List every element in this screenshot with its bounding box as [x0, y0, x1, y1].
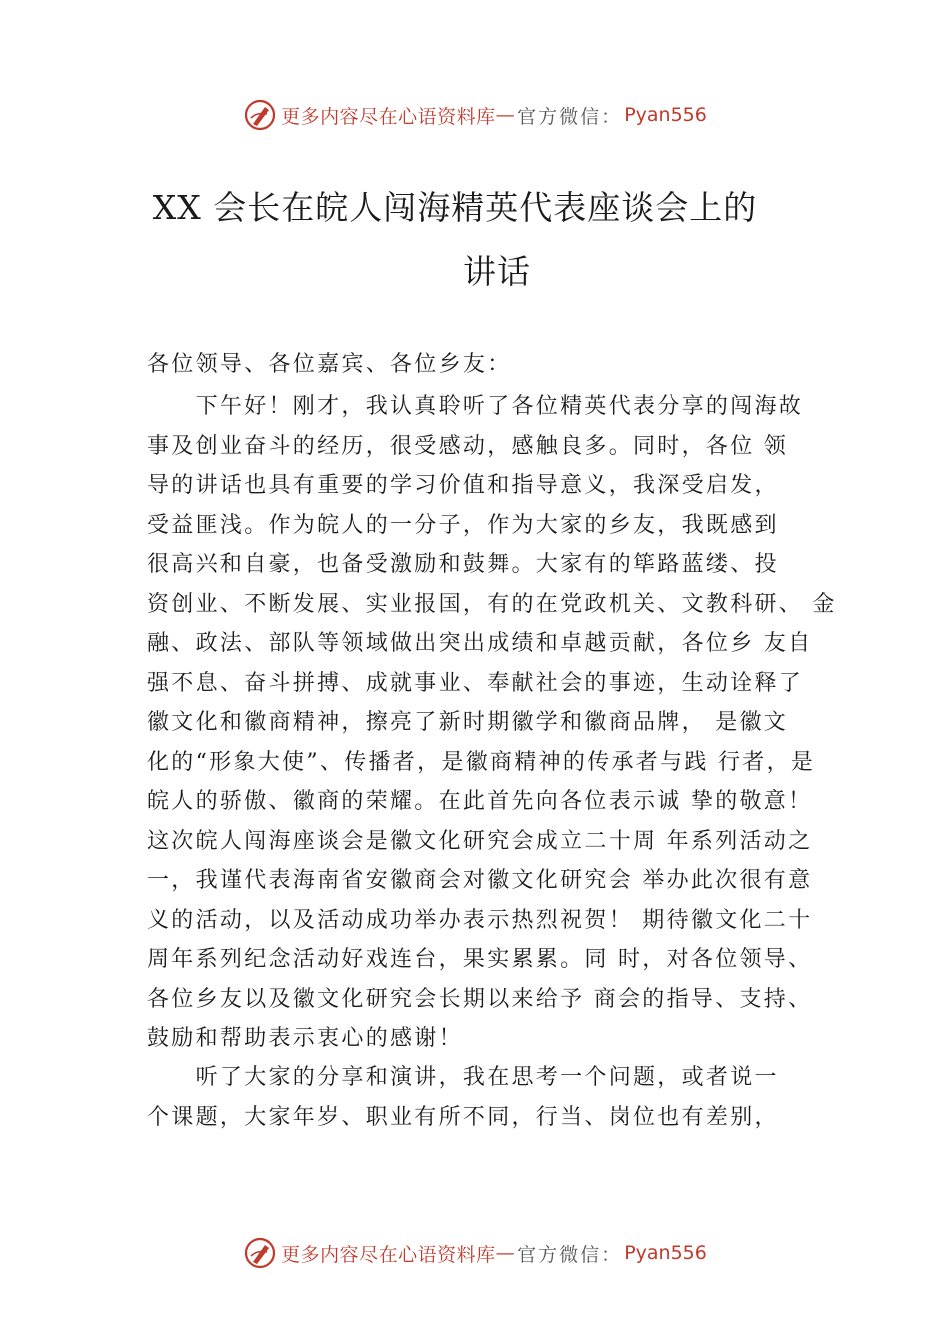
footer-banner: [0, 1233, 950, 1273]
paragraph-line: 听了大家的分享和演讲，我在思考一个问题，或者说一: [147, 1065, 779, 1090]
header-banner: [0, 95, 950, 135]
greeting: 各位领导、各位嘉宾、各位乡友：: [147, 352, 512, 377]
document-title-line2: 讲话: [463, 252, 531, 291]
document-title-line1: XX 会长在皖人闯海精英代表座谈会上的: [152, 188, 758, 227]
pen-nib-logo-icon: [243, 98, 277, 132]
paragraph-line: 一，我谨代表海南省安徽商会对徽文化研究会 举办此次很有意: [147, 868, 813, 893]
paragraph-line: 事及创业奋斗的经历，很受感动，感触良多。同时，各位 领: [147, 433, 789, 459]
paragraph-line: 化的“形象大使”、传播者，是徽商精神的传承者与践 行者，是: [147, 749, 816, 775]
paragraph-line: 很高兴和自豪，也备受激励和鼓舞。大家有的筚路蓝缕、投: [147, 552, 779, 577]
banner-wechat-label: 官方微信：: [517, 105, 623, 128]
paragraph-line: 徽文化和徽商精神，擦亮了新时期徽学和徽商品牌， 是徽文: [147, 710, 789, 735]
paragraph-line: 导的讲话也具有重要的学习价值和指导意义，我深受启发，: [147, 473, 779, 498]
banner-wechat-id: Pyan556: [624, 1242, 707, 1264]
paragraph-line: 受益匪浅。作为皖人的一分子，作为大家的乡友，我既感到: [147, 512, 779, 538]
paragraph-line: 资创业、不断发展、实业报国，有的在党政机关、文教科研、 金: [147, 591, 837, 617]
paragraph-line: 强不息、奋斗拼搏、成就事业、奉献社会的事迹，生动诠释了: [147, 670, 804, 696]
banner-text: 更多内容尽在心语资料库: [281, 1243, 496, 1266]
banner-dash: —: [495, 1242, 516, 1264]
paragraph-2: [147, 1058, 837, 1137]
paragraph-line: 各位乡友以及徽文化研究会长期以来给予 商会的指导、支持、: [147, 986, 813, 1012]
banner-wechat-id: Pyan556: [624, 104, 707, 126]
paragraph-line: 个课题，大家年岁、职业有所不同，行当、岗位也有差别，: [147, 1104, 779, 1130]
paragraph-line: 这次皖人闯海座谈会是徽文化研究会成立二十周 年系列活动之: [147, 828, 813, 854]
banner-wechat-label: 官方微信：: [517, 1243, 623, 1266]
paragraph-line: 皖人的骄傲、徽商的荣耀。在此首先向各位表示诚 挚的敬意！: [147, 789, 813, 814]
paragraph-line: 鼓励和帮助表示衷心的感谢！: [147, 1026, 463, 1051]
banner-dash: —: [495, 104, 516, 126]
paragraph-line: 融、政法、部队等领域做出突出成绩和卓越贡献，各位乡 友自: [147, 631, 813, 656]
pen-nib-logo-icon: [243, 1236, 277, 1270]
paragraph-line: 义的活动，以及活动成功举办表示热烈祝贺！ 期待徽文化二十: [147, 907, 813, 933]
paragraph-line: 周年系列纪念活动好戏连台，果实累累。同 时，对各位领导、: [147, 947, 813, 972]
banner-text: 更多内容尽在心语资料库: [281, 105, 496, 128]
paragraph-line: 下午好！刚才，我认真聆听了各位精英代表分享的闯海故: [147, 394, 804, 419]
paragraph-1: [147, 387, 837, 1059]
